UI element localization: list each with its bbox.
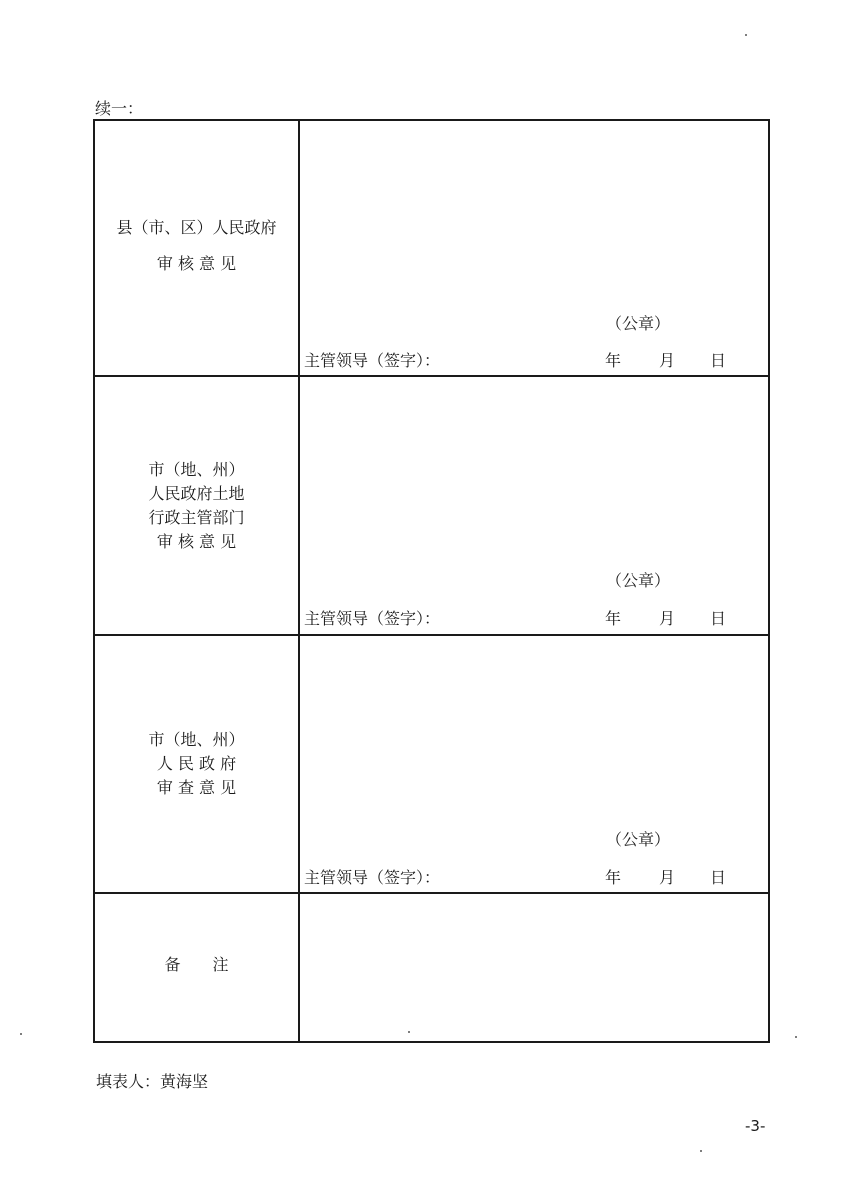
row-label-line: 县（市、区）人民政府: [116, 218, 277, 237]
remarks-area[interactable]: [299, 893, 769, 1042]
row-label-line: 市（地、州）: [148, 730, 245, 749]
signature-label: 主管领导（签字）：: [304, 868, 441, 887]
table-row: [94, 893, 769, 1042]
table-row: [94, 635, 769, 893]
official-seal-label: （公章）: [605, 571, 670, 590]
date-month-label: 月: [659, 351, 676, 370]
row-label-remarks: [94, 893, 299, 1042]
date-day-label: 日: [710, 609, 727, 628]
table-row: [94, 376, 769, 635]
date-month-label: 月: [659, 868, 676, 887]
row-label-city-land-dept-review: [94, 376, 299, 635]
row-label-county-gov-review: [94, 120, 299, 376]
date-month-label: 月: [659, 609, 676, 628]
row-label-line: 人 民 政 府: [156, 754, 237, 773]
row-label-line: 备 注: [164, 954, 229, 974]
date-year-label: 年: [605, 351, 622, 370]
row-label-line: 人民政府土地: [148, 483, 245, 503]
row-label-line: 市（地、州）: [148, 459, 245, 479]
date-year-label: 年: [605, 868, 622, 887]
opinion-area-county-gov[interactable]: [299, 120, 769, 376]
date-year-label: 年: [605, 609, 622, 628]
signature-label: 主管领导（签字）：: [304, 351, 441, 370]
opinion-area-city-gov[interactable]: [299, 635, 769, 893]
date-day-label: 日: [710, 868, 727, 887]
official-seal-label: （公章）: [605, 830, 670, 849]
row-label-line: 审 核 意 见: [156, 531, 237, 551]
row-label-line: 审 查 意 见: [156, 778, 237, 797]
page-number: -3-: [745, 1117, 766, 1135]
row-label-line: 审 核 意 见: [156, 254, 237, 273]
review-form-table: [93, 119, 770, 1043]
row-label-line: 行政主管部门: [148, 507, 245, 527]
row-label-city-gov-review: [94, 635, 299, 893]
continuation-label: 续一：: [95, 99, 144, 118]
official-seal-label: （公章）: [605, 314, 670, 333]
signature-label: 主管领导（签字）：: [304, 609, 441, 628]
table-row: [94, 120, 769, 376]
date-day-label: 日: [710, 351, 727, 370]
form-filler: 填表人：黄海坚: [96, 1072, 209, 1091]
opinion-area-city-land-dept[interactable]: [299, 376, 769, 635]
